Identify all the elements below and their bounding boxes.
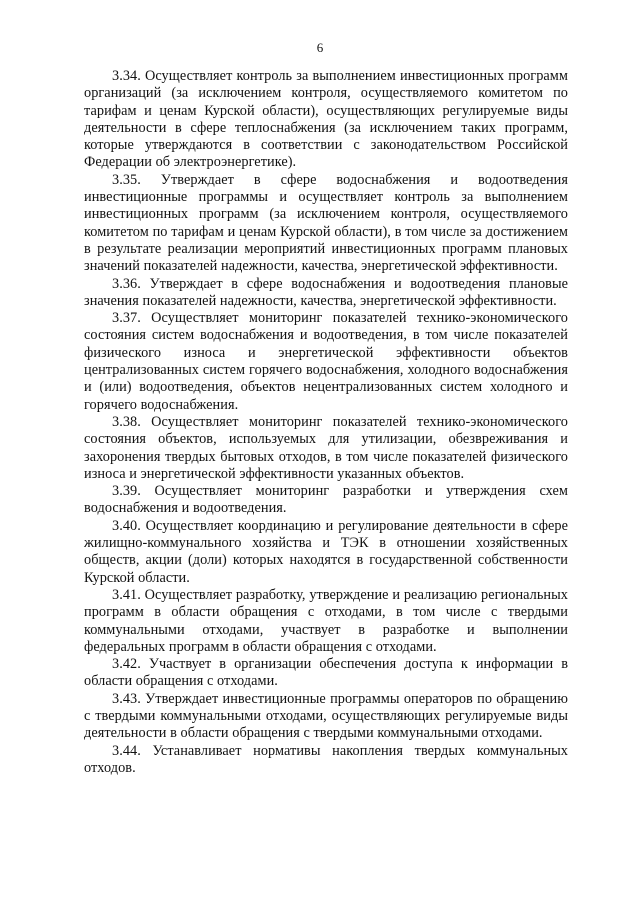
page-number: 6	[316, 40, 324, 55]
paragraph-3-37: 3.37. Осуществляет мониторинг показателей технико-экономического состояния систем водоснабжения и водоотведения, в том числе показателей физического износа и энергетической эффективности объектов централизованных систем горячего водоснабжения, холодного водоснабжения и (или) водоотведения, объектов нецентрализованных систем холодного и горячего водоснабжения.	[84, 310, 568, 413]
paragraph-3-43: 3.43. Утверждает инвестиционные программы операторов по обращению с твердыми коммунальными отходами, осуществляющих регулируемые виды деятельности в области обращения с твердыми коммунальными отходами.	[84, 690, 568, 742]
document-body	[84, 68, 568, 777]
paragraph-3-41: 3.41. Осуществляет разработку, утверждение и реализацию региональных программ в области обращения с отходами, в том числе с твердыми коммунальными отходами, участвует в разработке и выполнении федеральных программ в области обращения с отходами.	[84, 586, 568, 655]
paragraph-3-40: 3.40. Осуществляет координацию и регулирование деятельности в сфере жилищно-коммунального хозяйства и ТЭК в отношении хозяйственных обществ, акции (доли) которых находятся в государственной собственности Курской области.	[84, 517, 568, 586]
paragraph-3-42: 3.42. Участвует в организации обеспечения доступа к информации в области обращения с отходами.	[84, 656, 568, 690]
paragraph-3-36: 3.36. Утверждает в сфере водоснабжения и водоотведения плановые значения показателей надежности, качества, энергетической эффективности.	[84, 275, 568, 309]
paragraph-3-44: 3.44. Устанавливает нормативы накопления твердых коммунальных отходов.	[84, 742, 568, 776]
paragraph-3-35: 3.35. Утверждает в сфере водоснабжения и водоотведения инвестиционные программы и осуществляет контроль за выполнением инвестиционных программ (за исключением контроля, осуществляемого комитетом по тарифам и ценам Курской области), в том числе за достижением в результате реализации мероприятий инвестиционных программ плановых значений показателей надежности, качества, энергетической эффективности.	[84, 171, 568, 275]
paragraph-3-34: 3.34. Осуществляет контроль за выполнением инвестиционных программ организаций (за исключением контроля, осуществляемого комитетом по тарифам и ценам Курской области), осуществляющих регулируемые виды деятельности в сфере теплоснабжения (за исключением таких программ, которые утверждаются в соответствии с законодательством Российской Федерации об электроэнергетике).	[84, 68, 568, 171]
paragraph-3-38: 3.38. Осуществляет мониторинг показателей технико-экономического состояния объектов, используемых для утилизации, обезвреживания и захоронения твердых бытовых отходов, в том числе показателей физического износа и энергетической эффективности указанных объектов.	[84, 413, 568, 482]
paragraph-3-39: 3.39. Осуществляет мониторинг разработки и утверждения схем водоснабжения и водоотведения.	[84, 483, 568, 517]
